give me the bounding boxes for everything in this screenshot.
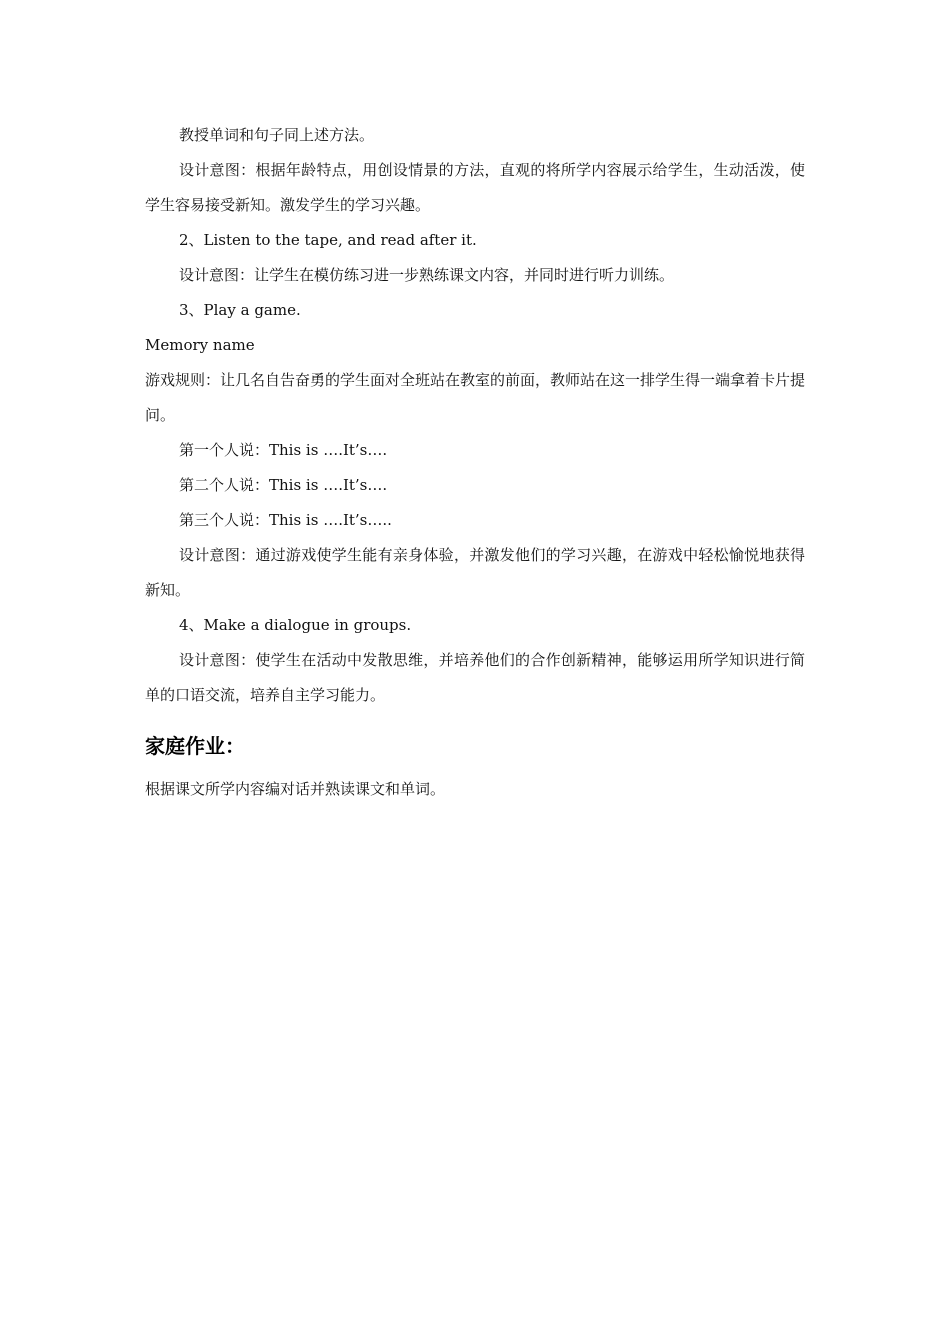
paragraph-second-person: 第二个人说：This is ….It’s….: [179, 476, 388, 494]
document-body: [145, 118, 805, 807]
paragraph-step-dialogue: 4、Make a dialogue in groups.: [179, 616, 412, 634]
paragraph-design-intent-1: 设计意图：根据年龄特点，用创设情景的方法，直观的将所学内容展示给学生，生动活泼，使学生容易接受新知。激发学生的学习兴趣。: [145, 161, 805, 214]
paragraph-design-intent-3: 设计意图：通过游戏使学生能有亲身体验，并激发他们的学习兴趣，在游戏中轻松愉悦地获得新知。: [145, 546, 805, 599]
paragraph-first-person: 第一个人说：This is ….It’s….: [179, 441, 388, 459]
paragraph-design-intent-2: 设计意图：让学生在模仿练习进一步熟练课文内容，并同时进行听力训练。: [179, 266, 675, 284]
paragraph-step-game: 3、Play a game.: [179, 301, 301, 319]
paragraph-teaching-method: 教授单词和句子同上述方法。: [179, 126, 375, 144]
homework-heading: 家庭作业：: [145, 734, 245, 758]
homework-text: 根据课文所学内容编对话并熟读课文和单词。: [145, 780, 446, 798]
paragraph-design-intent-4: 设计意图：使学生在活动中发散思维，并培养他们的合作创新精神，能够运用所学知识进行简单的口语交流，培养自主学习能力。: [145, 651, 805, 704]
paragraph-game-rules: 游戏规则：让几名自告奋勇的学生面对全班站在教室的前面，教师站在这一排学生得一端拿着卡片提问。: [145, 371, 806, 424]
paragraph-third-person: 第三个人说：This is ….It’s…..: [179, 511, 392, 529]
paragraph-step-listen: 2、Listen to the tape, and read after it.: [179, 231, 477, 249]
paragraph-game-name: Memory name: [145, 336, 255, 354]
